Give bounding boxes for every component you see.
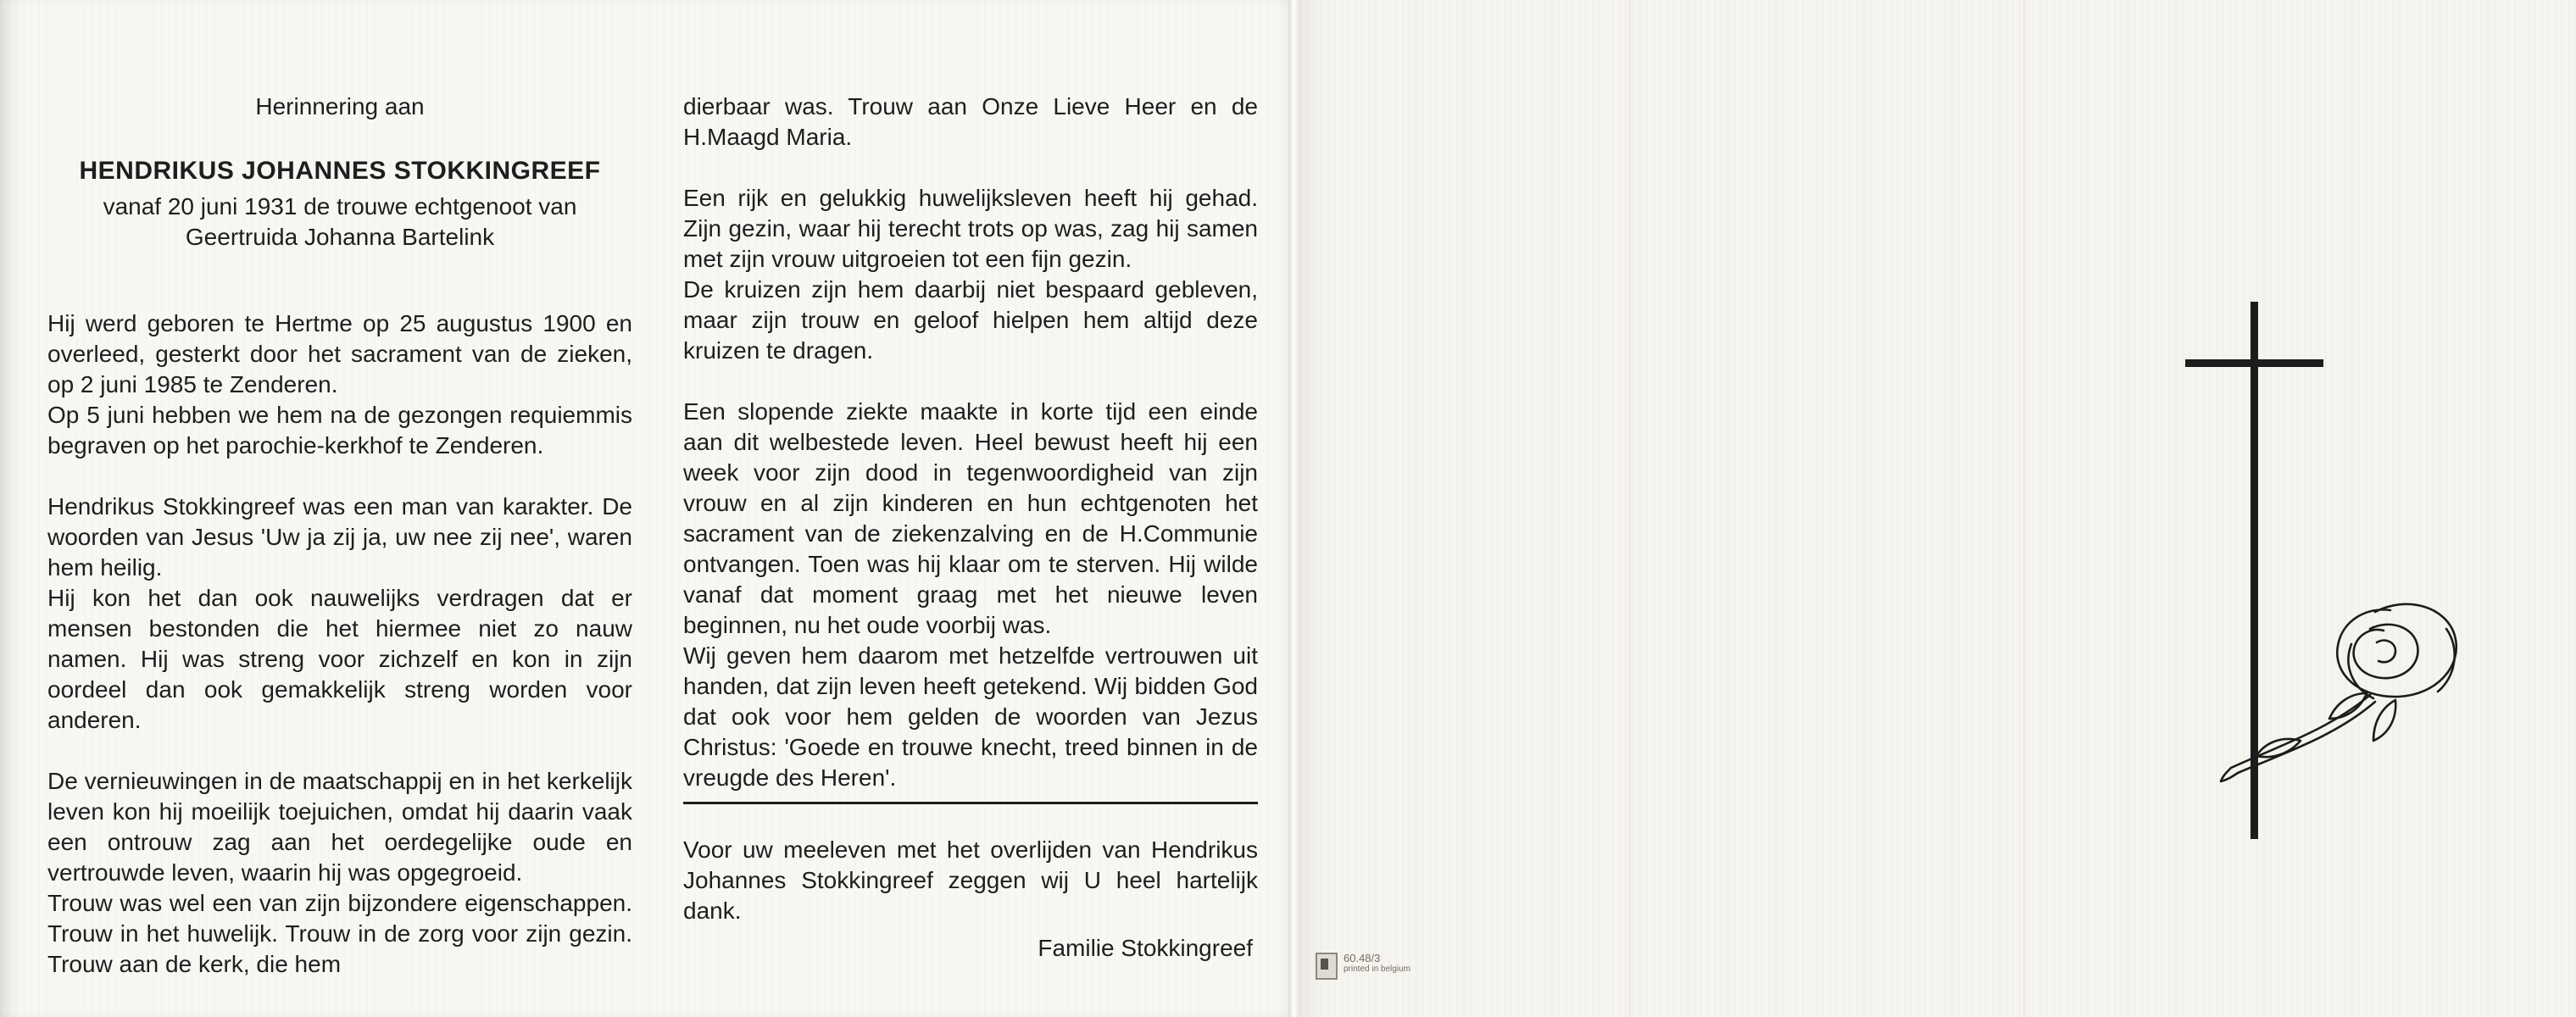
card-header bbox=[47, 92, 632, 253]
subtitle-line-2: Geertruida Johanna Bartelink bbox=[185, 224, 495, 250]
printer-mark bbox=[1316, 953, 1410, 980]
deceased-name: HENDRIKUS JOHANNES STOKKINGREEF bbox=[79, 157, 601, 185]
paragraph: Hij kon het dan ook nauwelijks verdragen dat er mensen bestonden die het hiermee niet zo nauw namen. Hij was streng voor zichzelf en kon in zijn oordeel dan ook gemakkelijk streng worden voor anderen. bbox=[47, 585, 632, 733]
paragraph: De vernieuwingen in de maatschappij en in het kerkelijk leven kon hij moeilijk toejuichen, omdat hij daarin vaak een ontrouw zag aan het oerdegelijke oude en vertrouwde leven, waarin hij was opgegroeid. bbox=[47, 768, 632, 886]
paragraph: Op 5 juni hebben we hem na de gezongen requiemmis begraven op het parochie-kerkhof te Zenderen. bbox=[47, 402, 632, 458]
paragraph-block-with-rule bbox=[683, 397, 1258, 804]
cross-and-rose-artwork bbox=[1300, 0, 2576, 1017]
subtitle-line-1: vanaf 20 juni 1931 de trouwe echtgenoot van bbox=[103, 193, 577, 220]
text-columns bbox=[47, 92, 1288, 1010]
paragraph: De kruizen zijn hem daarbij niet bespaard gebleven, maar zijn trouw en geloof hielpen hem altijd deze kruizen te dragen. bbox=[683, 276, 1258, 364]
family-signature: Familie Stokkingreef bbox=[1038, 935, 1253, 961]
intro-label: Herinnering aan bbox=[255, 93, 425, 119]
printer-logo-icon bbox=[1316, 953, 1338, 980]
paragraph: Een slopende ziekte maakte in korte tijd een einde aan dit welbestede leven. Heel bewust heeft hij een week voor zijn dood in tegenwoordigheid van zijn vrouw en al zijn kinderen en hun echtgenoten het sacrament van de ziekenzalving en de H.Communie ontvangen. Toen was hij klaar om te sterven. Hij wilde vanaf dat moment graag met het nieuwe leven beginnen, nu het oude voorbij was. bbox=[683, 398, 1258, 638]
paragraph-block bbox=[683, 92, 1258, 153]
memorial-card-art-side bbox=[1300, 0, 2576, 1017]
paragraph: Een rijk en gelukkig huwelijksleven heeft hij gehad. Zijn gezin, waar hij terecht trots op was, zag hij samen met zijn vrouw uitgroeien tot een fijn gezin. bbox=[683, 185, 1258, 272]
paragraph: Hij werd geboren te Hertme op 25 augustus 1900 en overleed, gesterkt door het sacrament van de zieken, op 2 juni 1985 te Zenderen. bbox=[47, 310, 632, 397]
paragraph: Wij geven hem daarom met hetzelfde vertrouwen uit handen, dat zijn leven heeft getekend. Wij bidden God dat ook voor hem gelden de woorden van Jezus Christus: 'Goede en trouwe knecht, treed binnen in de vreugde des Heren'. bbox=[683, 642, 1258, 791]
paragraph: dierbaar was. Trouw aan Onze Lieve Heer en de H.Maagd Maria. bbox=[683, 93, 1258, 150]
paragraph: Trouw was wel een van zijn bijzondere eigenschappen. Trouw in het huwelijk. Trouw in de zorg voor zijn gezin. Trouw aan de kerk, die hem bbox=[47, 890, 632, 977]
printer-mark-line: printed in belgium bbox=[1344, 964, 1410, 974]
card-fold bbox=[1288, 0, 1300, 1017]
paragraph: Hendrikus Stokkingreef was een man van karakter. De woorden van Jesus 'Uw ja zij ja, uw nee zij nee', waren hem heilig. bbox=[47, 493, 632, 581]
printer-mark-code: 60.48/3 bbox=[1344, 952, 1381, 964]
paragraph-block bbox=[683, 835, 1258, 964]
paragraph-block bbox=[47, 492, 632, 736]
text-column-2 bbox=[683, 92, 1258, 1010]
printer-mark-text bbox=[1344, 953, 1410, 974]
paragraph-block bbox=[683, 183, 1258, 366]
paragraph-block bbox=[47, 766, 632, 980]
text-column-1 bbox=[47, 92, 632, 1010]
paragraph-block bbox=[47, 308, 632, 461]
paragraph: Voor uw meeleven met het overlijden van Hendrikus Johannes Stokkingreef zeggen wij U heel hartelijk dank. bbox=[683, 836, 1258, 924]
